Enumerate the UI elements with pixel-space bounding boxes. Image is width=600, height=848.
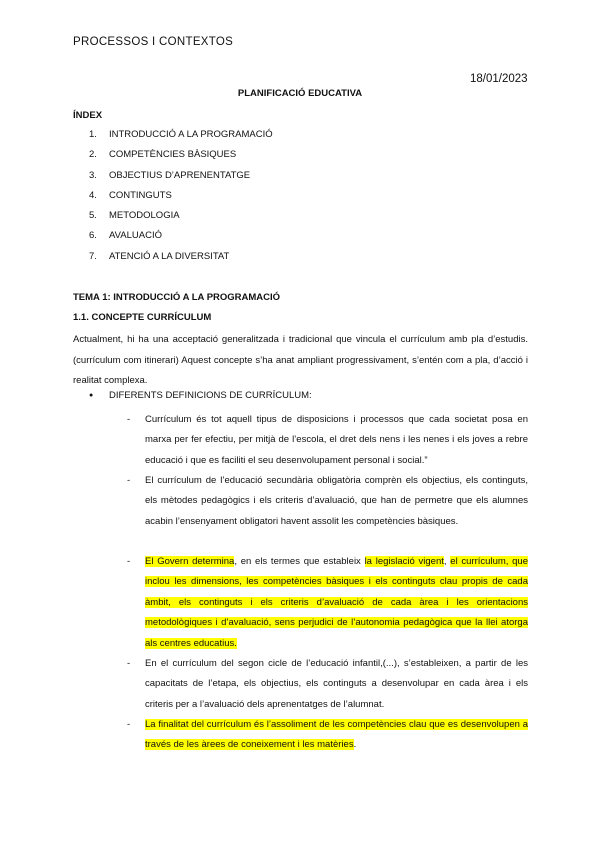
toc-number: 2. (89, 149, 97, 161)
toc-item (89, 170, 273, 190)
toc-item (89, 210, 273, 230)
definition-text: En el currículum del segon cicle de l’educació infantil,(...), s’estableixen, a partir de les capacitats de l’etapa, els objectius, els continguts a desenvolupar en cada àrea i els criteris per a l’avaluació dels aprenentatges de l’alumnat. (145, 658, 528, 710)
definition-text-part: , en els termes que estableix (234, 556, 365, 567)
toc-number: 6. (89, 230, 97, 242)
highlighted-text: La finalitat del currículum és l’assoliment de les competències clau que es desenvolupen a través de les àrees de coneixement i les matèries (145, 719, 528, 751)
bullet-dot-icon: ● (89, 392, 94, 399)
highlighted-text: la legislació vigent (364, 556, 444, 567)
definition-item (127, 410, 528, 471)
definition-text (145, 715, 528, 756)
toc-label: CONTINGUTS (109, 189, 172, 201)
toc-number: 4. (89, 189, 97, 201)
dash-marker: - (127, 658, 131, 669)
toc-number: 3. (89, 169, 97, 181)
intro-paragraph: Actualment, hi ha una acceptació generalitzada i tradicional que vincula el currículum amb pla d’estudis. (currículum com itinerari) Aquest concepte s’ha anat ampliant progressivament, s’entén com a pla, d’acció i realitat complexa. (73, 334, 528, 386)
toc-item (89, 129, 273, 149)
toc-item (89, 190, 273, 210)
bullet-item (89, 390, 312, 402)
definition-item (127, 471, 528, 532)
index-heading: ÍNDEX (73, 110, 103, 121)
toc-number: 1. (89, 129, 97, 140)
definition-item (127, 715, 528, 756)
dash-marker: - (127, 719, 131, 730)
definition-item (127, 552, 528, 654)
highlighted-text: El Govern determina (145, 556, 235, 567)
page-header: PROCESSOS I CONTEXTOS (73, 36, 234, 48)
toc-label: INTRODUCCIÓ A LA PROGRAMACIÓ (109, 129, 273, 140)
toc-label: ATENCIÓ A LA DIVERSITAT (109, 250, 230, 262)
definition-item (127, 654, 528, 715)
bullet-label: DIFERENTS DEFINICIONS DE CURRÍCULUM: (109, 390, 312, 401)
toc-number: 7. (89, 250, 97, 262)
definition-text-part: , (443, 556, 451, 567)
subsection-heading: 1.1. CONCEPTE CURRÍCULUM (73, 312, 212, 323)
definition-text: El currículum de l’educació secundària obligatòria comprèn els objectius, els continguts, els mètodes pedagògics i els criteris d’avaluació, que han de permetre que els alumnes acabin l’ensenyament obligatori havent assolit les competències bàsiques. (145, 475, 528, 527)
definition-text-part: . (353, 739, 357, 751)
definition-text: Currículum és tot aquell tipus de disposicions i processos que cada societat posa en marxa per fer efectiu, per mitjà de l’escola, el dret dels nens i les nenes i els joves a rebre educació i que es faciliti el seu desenvolupament personal i social.” (145, 414, 528, 466)
toc-label: OBJECTIUS D’APRENENTATGE (109, 169, 251, 181)
toc-item (89, 230, 273, 250)
dash-marker: - (127, 414, 131, 425)
table-of-contents (89, 129, 273, 271)
toc-item (89, 149, 273, 169)
toc-label: COMPETÈNCIES BÀSIQUES (109, 149, 237, 161)
toc-item (89, 251, 273, 271)
toc-label: METODOLOGIA (109, 210, 180, 222)
toc-number: 5. (89, 210, 97, 222)
document-date: 18/01/2023 (470, 73, 528, 85)
highlighted-text: el currículum, que inclou les dimensions, les competències bàsiques i els continguts clau propis de cada àmbit, els continguts i els criteris d’avaluació de cada àrea i les orientacions metodològiques i d’avaluació, sens perjudici de l’autonomia pedagògica que la llei atorga als centres educatius. (145, 556, 528, 649)
dash-marker: - (127, 556, 131, 567)
definition-text (145, 552, 528, 654)
toc-label: AVALUACIÓ (109, 230, 162, 242)
dash-marker: - (127, 475, 131, 486)
document-title: PLANIFICACIÓ EDUCATIVA (237, 88, 363, 99)
section-heading: TEMA 1: INTRODUCCIÓ A LA PROGRAMACIÓ (73, 292, 281, 303)
